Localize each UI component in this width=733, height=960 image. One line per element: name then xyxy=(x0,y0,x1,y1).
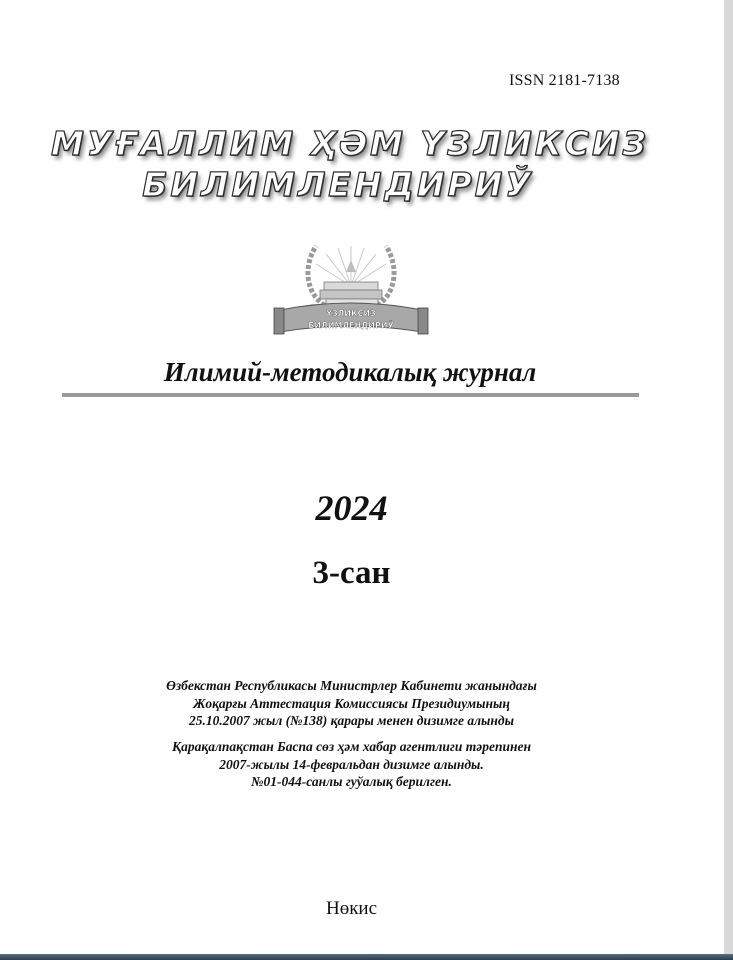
registration-block-2 xyxy=(0,738,703,791)
registration-line: Қарақалпақстан Баспа сөз ҳәм хабар агентлиги тәрепинен xyxy=(171,739,532,754)
issue-number: 3-сан xyxy=(312,555,391,591)
publication-year: 2024 xyxy=(315,488,388,528)
journal-emblem xyxy=(268,240,434,344)
emblem-banner-text-1: ҮЗЛИКСИЗ xyxy=(326,309,376,318)
divider-rule xyxy=(62,393,639,397)
registration-line: Өзбекстан Республикасы Министрлер Кабинети жанындағы xyxy=(166,678,537,693)
page-gutter xyxy=(724,0,733,960)
emblem-sun-icon xyxy=(346,260,356,272)
journal-title-line-2: БИЛИМЛЕНДИРИЎ xyxy=(142,165,534,204)
registration-line: 25.10.2007 жыл (№138) қарары менен дизимге алынды xyxy=(189,713,514,728)
registration-line: 2007-жылы 14-февральдан дизимге алынды. xyxy=(219,756,484,772)
issn-number: ISSN 2181-7138 xyxy=(509,72,620,89)
journal-title-line-1: МУҒАЛЛИМ ҲӘМ ҮЗЛИКСИЗ xyxy=(51,124,649,163)
emblem-banner-text-2: БИЛИМЛЕНДИРИЎ xyxy=(308,321,394,330)
publication-city: Нөкис xyxy=(325,898,378,919)
window-bottom-bar xyxy=(0,954,733,960)
registration-block-1 xyxy=(0,677,703,730)
registration-line: Жоқарғы Аттестация Комиссиясы Президиумының xyxy=(193,695,510,711)
journal-subtitle: Илимий-методикалық журнал xyxy=(163,357,537,387)
registration-line: №01-044-санлы гуўалық берилген. xyxy=(251,774,452,789)
